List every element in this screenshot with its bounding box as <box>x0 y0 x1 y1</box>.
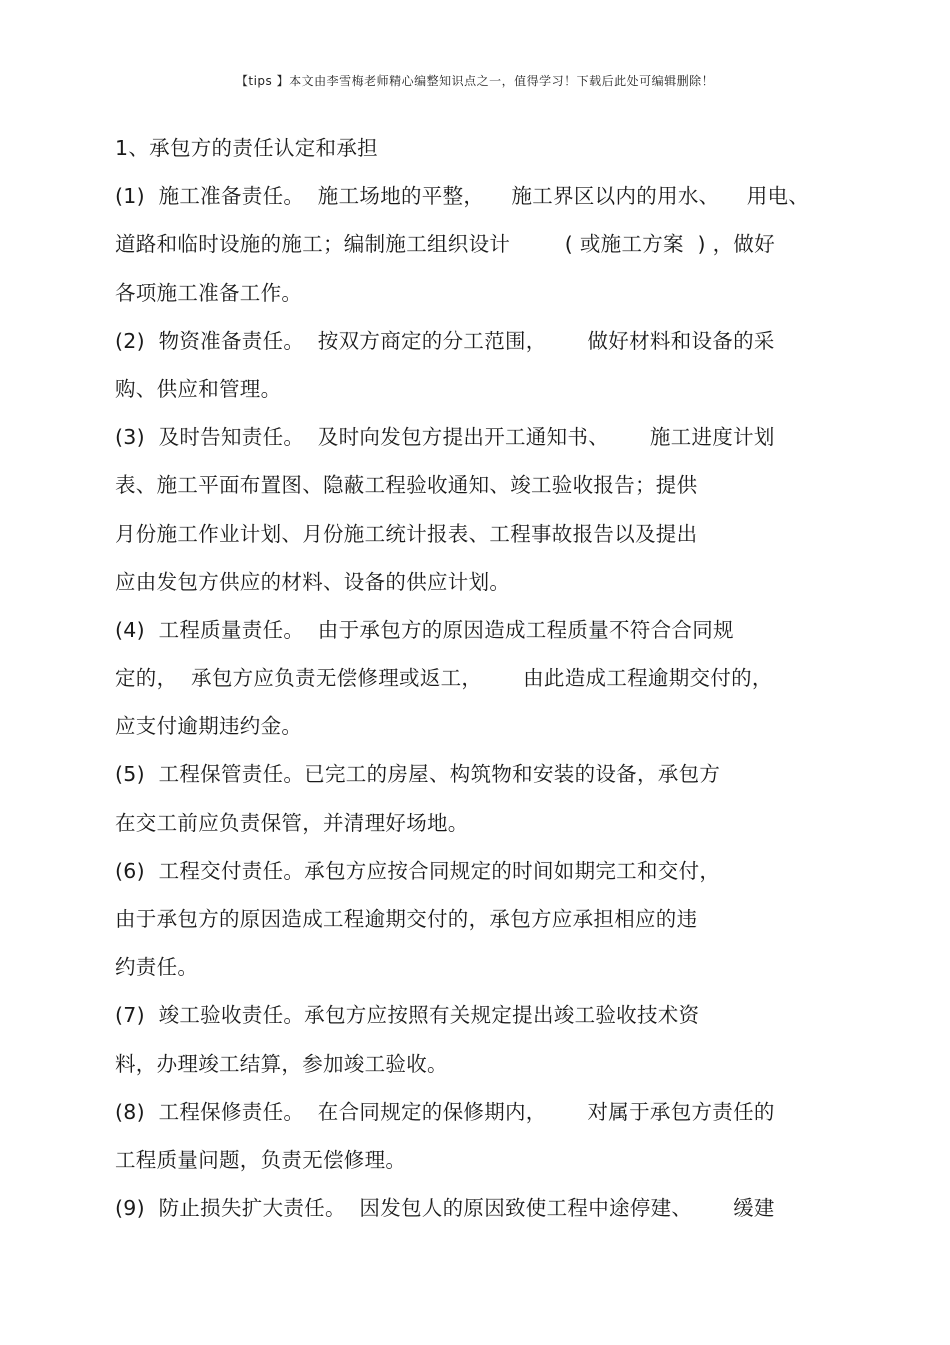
paragraph-lines <box>115 172 835 1232</box>
text-line: 表、施工平面布置图、隐蔽工程验收通知、竣工验收报告；提供 <box>115 473 698 498</box>
text-line: 各项施工准备工作。 <box>115 280 303 305</box>
text-line: 工程质量问题，负责无偿修理。 <box>115 1147 407 1172</box>
text-line: (4) 工程质量责任。 由于承包方的原因造成工程质量不符合合同规 <box>115 617 734 642</box>
text-line: (5) 工程保管责任。已完工的房屋、构筑物和安装的设备，承包方 <box>115 762 721 787</box>
text-line: (3) 及时告知责任。 及时向发包方提出开工通知书、 施工进度计划 <box>115 425 775 450</box>
text-line: (7) 竣工验收责任。承包方应按照有关规定提出竣工验收技术资 <box>115 1003 700 1028</box>
text-line: 道路和临时设施的施工；编制施工组织设计 ( 或施工方案 ) ，做好 <box>115 232 775 257</box>
text-line: 应由发包方供应的材料、设备的供应计划。 <box>115 569 511 594</box>
text-line: 由于承包方的原因造成工程逾期交付的，承包方应承担相应的违 <box>115 907 698 931</box>
text-line: (2) 物资准备责任。 按双方商定的分工范围， 做好材料和设备的采 <box>115 328 775 353</box>
tips-banner: 【tips 】本文由李雪梅老师精心编整知识点之一，值得学习！下载后此处可编辑删除！ <box>235 74 715 88</box>
text-line: (9) 防止损失扩大责任。 因发包人的原因致使工程中途停建、 缓建 <box>115 1196 775 1221</box>
text-line: 料，办理竣工结算，参加竣工验收。 <box>115 1051 448 1076</box>
section-heading: 1、承包方的责任认定和承担 <box>115 136 378 160</box>
text-line: (1) 施工准备责任。 施工场地的平整， 施工界区以内的用水、 用电、 <box>115 184 810 209</box>
text-line: (8) 工程保修责任。 在合同规定的保修期内， 对属于承包方责任的 <box>115 1099 775 1124</box>
text-line: 定的， 承包方应负责无偿修理或返工， 由此造成工程逾期交付的， <box>115 666 773 691</box>
document-body <box>115 124 835 1232</box>
text-line: 在交工前应负责保管，并清理好场地。 <box>115 810 469 835</box>
text-line: (6) 工程交付责任。承包方应按合同规定的时间如期完工和交付， <box>115 858 721 883</box>
text-line: 约责任。 <box>115 955 199 980</box>
text-line: 购、供应和管理。 <box>115 376 282 401</box>
text-line: 月份施工作业计划、月份施工统计报表、工程事故报告以及提出 <box>115 521 698 546</box>
text-line: 应支付逾期违约金。 <box>115 714 303 739</box>
